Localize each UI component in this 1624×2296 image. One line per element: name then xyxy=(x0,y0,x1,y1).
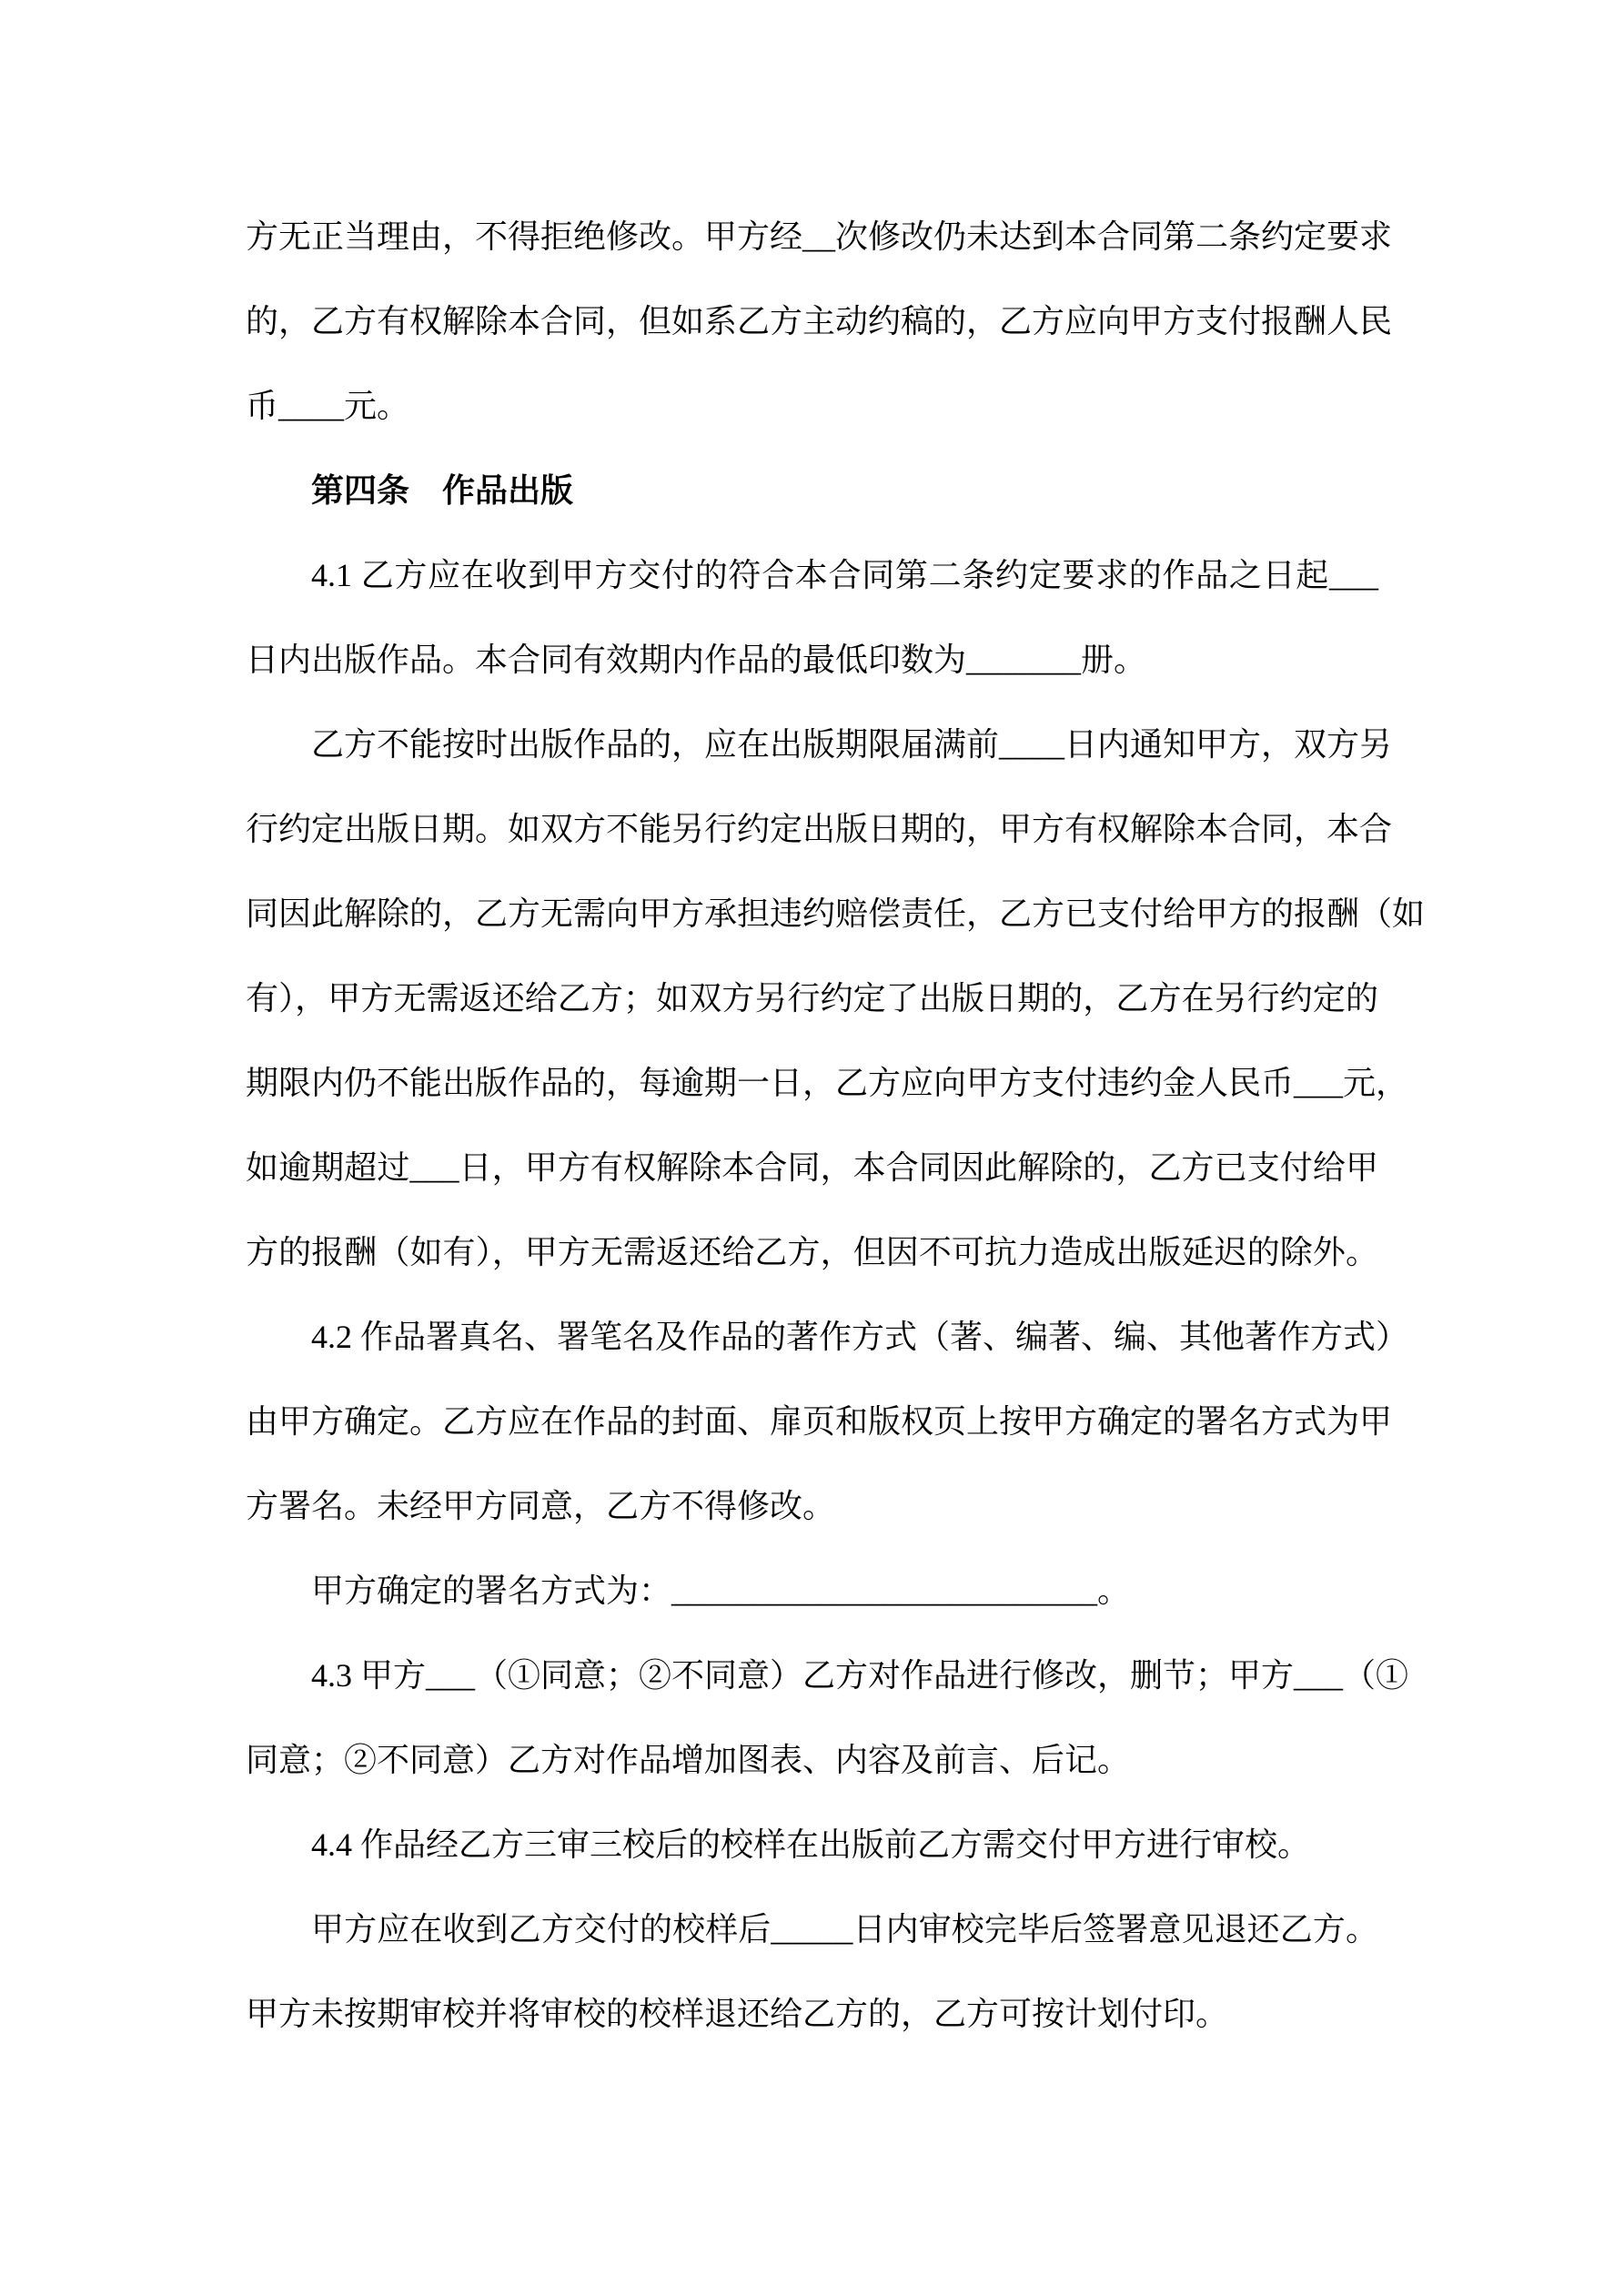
contract-line: 方署名。未经甲方同意，乙方不得修改。 xyxy=(246,1488,836,1524)
contract-line: 的，乙方有权解除本合同，但如系乙方主动约稿的，乙方应向甲方支付报酬人民 xyxy=(246,303,1393,339)
contract-line: 4.4 作品经乙方三审三校后的校样在出版前乙方需交付甲方进行审校。 xyxy=(311,1826,1311,1863)
contract-line: 乙方不能按时出版作品的，应在出版期限届满前____日内通知甲方，双方另 xyxy=(311,726,1393,763)
section-heading: 第四条 作品出版 xyxy=(311,472,574,509)
contract-line: 4.2 作品署真名、署笔名及作品的著作方式（著、编著、编、其他著作方式） xyxy=(311,1319,1409,1355)
contract-line: 由甲方确定。乙方应在作品的封面、扉页和版权页上按甲方确定的署名方式为甲 xyxy=(246,1403,1393,1440)
contract-line: 同因此解除的，乙方无需向甲方承担违约赔偿责任，乙方已支付给甲方的报酬（如 xyxy=(246,895,1426,932)
contract-line: 行约定出版日期。如双方不能另行约定出版日期的，甲方有权解除本合同，本合 xyxy=(246,811,1393,847)
contract-line: 期限内仍不能出版作品的，每逾期一日，乙方应向甲方支付违约金人民币___元， xyxy=(246,1065,1409,1101)
contract-line: 4.3 甲方___（①同意；②不同意）乙方对作品进行修改，删节；甲方___（① xyxy=(311,1657,1409,1694)
contract-line: 方的报酬（如有），甲方无需返还给乙方，但因不可抗力造成出版延迟的除外。 xyxy=(246,1234,1378,1270)
contract-line: 有），甲方无需返还给乙方；如双方另行约定了出版日期的，乙方在另行约定的 xyxy=(246,980,1378,1017)
contract-line: 日内出版作品。本合同有效期内作品的最低印数为_______册。 xyxy=(246,642,1147,678)
contract-line: 方无正当理由，不得拒绝修改。甲方经__次修改仍未达到本合同第二条约定要求 xyxy=(246,218,1393,255)
contract-line: 甲方未按期审校并将审校的校样退还给乙方的，乙方可按计划付印。 xyxy=(246,1996,1229,2032)
contract-line: 4.1 乙方应在收到甲方交付的符合本合同第二条约定要求的作品之日起___ xyxy=(311,557,1378,593)
contract-line: 币____元。 xyxy=(246,388,410,424)
contract-line: 如逾期超过___日，甲方有权解除本合同，本合同因此解除的，乙方已支付给甲 xyxy=(246,1149,1378,1186)
contract-line: 甲方应在收到乙方交付的校样后_____日内审校完毕后签署意见退还乙方。 xyxy=(311,1911,1378,1947)
contract-line: 甲方确定的署名方式为：__________________________。 xyxy=(311,1573,1131,1609)
contract-line: 同意；②不同意）乙方对作品增加图表、内容及前言、后记。 xyxy=(246,1742,1131,1778)
contract-page xyxy=(246,195,1426,2057)
